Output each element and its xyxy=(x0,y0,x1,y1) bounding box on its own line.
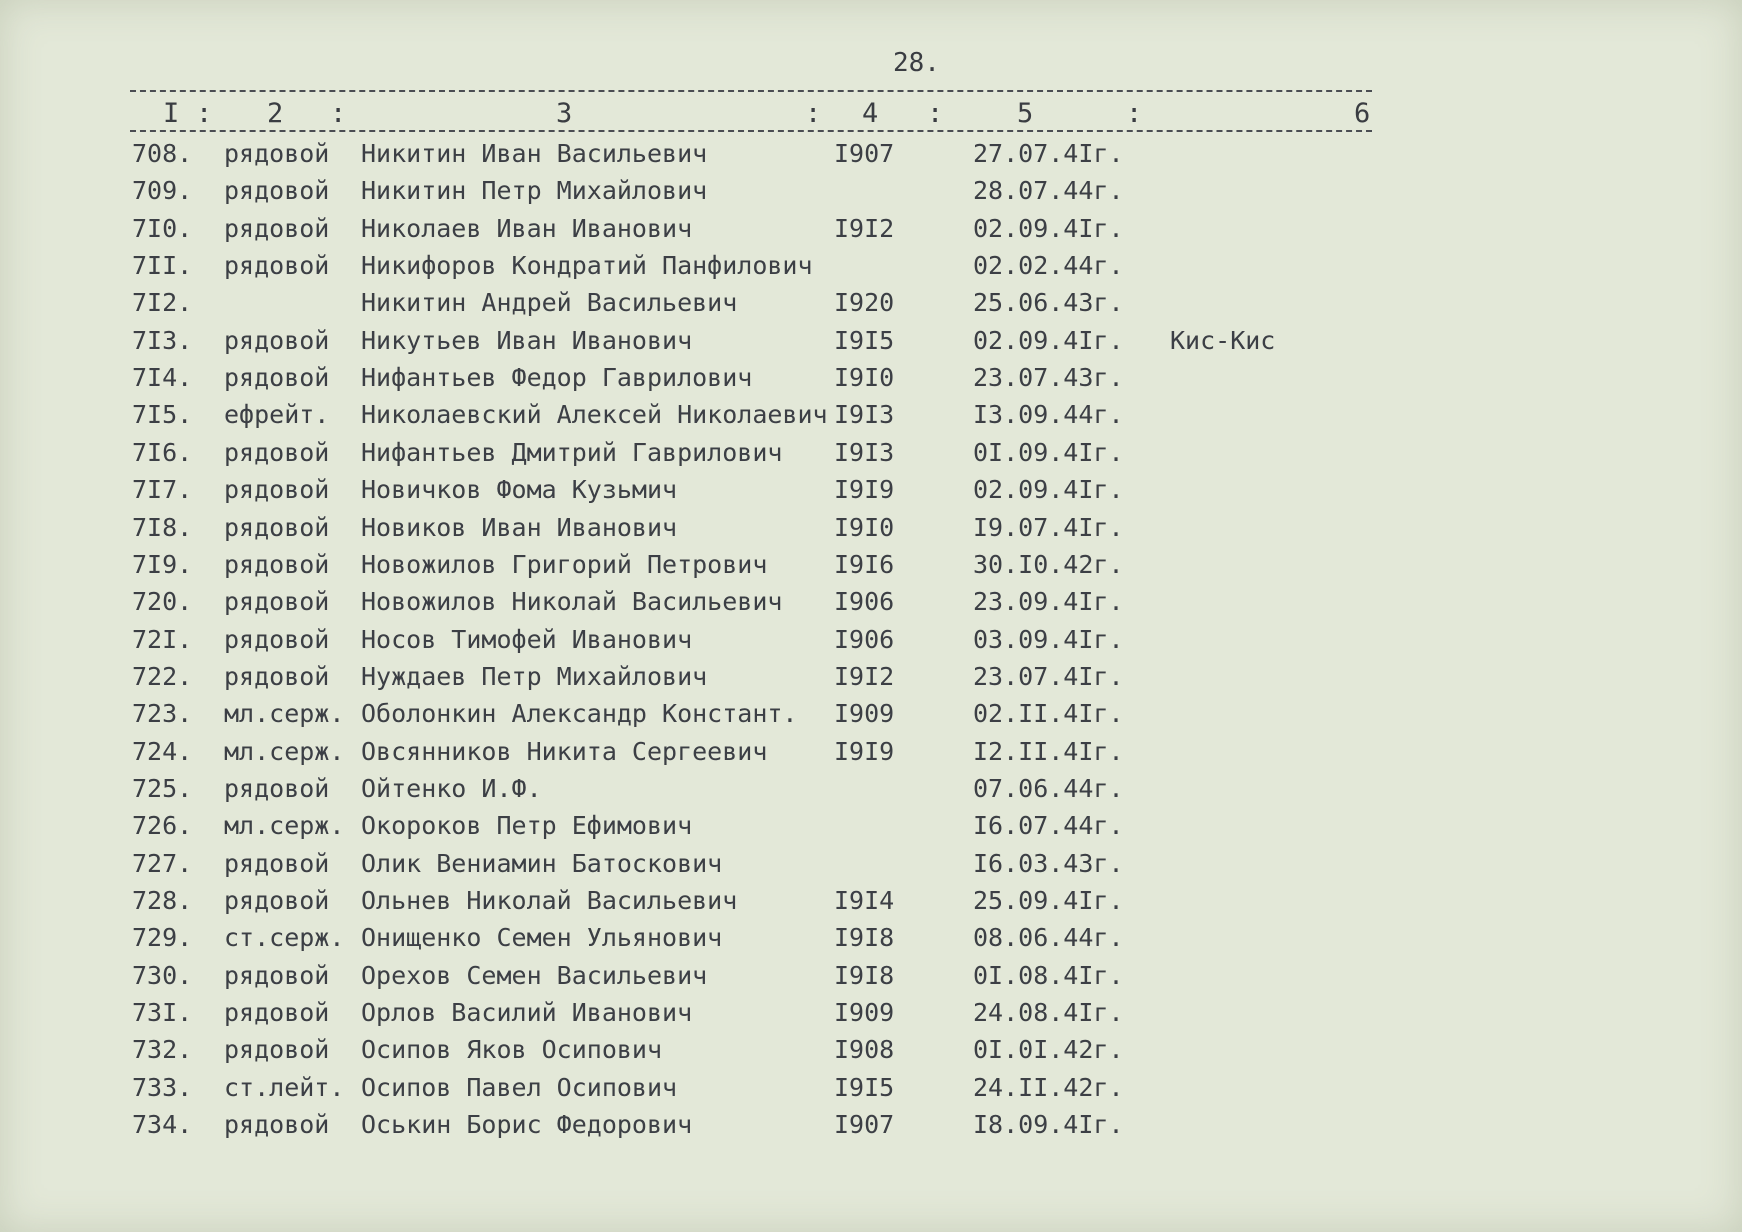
row-birth-year: I9I9 xyxy=(834,475,895,505)
row-rank: ст.лейт. xyxy=(224,1072,345,1102)
table-row xyxy=(0,546,1742,583)
table-row xyxy=(0,434,1742,471)
row-rank: ефрейт. xyxy=(224,400,330,430)
row-birth-year: I907 xyxy=(834,1110,895,1140)
row-number: 7I4. xyxy=(132,363,193,393)
row-name: Нуждаев Петр Михайлович xyxy=(361,661,708,691)
row-date: 25.06.43г. xyxy=(973,288,1124,318)
table-row xyxy=(0,509,1742,546)
row-name: Новожилов Григорий Петрович xyxy=(361,549,768,579)
row-name: Нифантьев Федор Гаврилович xyxy=(361,363,753,393)
header-col-3: 3 xyxy=(556,98,573,129)
table-row xyxy=(0,845,1742,882)
row-number: 73I. xyxy=(132,998,193,1028)
header-top-rule xyxy=(130,90,1372,92)
row-birth-year: I9I6 xyxy=(834,549,895,579)
row-birth-year: I9I5 xyxy=(834,1072,895,1102)
row-number: 7I3. xyxy=(132,325,193,355)
header-col-1: I xyxy=(163,98,180,129)
row-date: 03.09.4Iг. xyxy=(973,624,1124,654)
row-rank: рядовой xyxy=(224,139,330,168)
row-rank: рядовой xyxy=(224,661,330,691)
row-date: 08.06.44г. xyxy=(973,923,1124,953)
row-number: 727. xyxy=(132,848,193,878)
row-birth-year: I9I3 xyxy=(834,400,895,430)
row-number: 7I6. xyxy=(132,437,193,467)
row-rank: рядовой xyxy=(224,512,330,542)
row-date: I2.II.4Iг. xyxy=(973,736,1124,766)
row-name: Николаев Иван Иванович xyxy=(361,213,693,243)
row-date: 23.07.43г. xyxy=(973,363,1124,393)
header-bottom-rule xyxy=(130,130,1372,132)
row-date: 0I.08.4Iг. xyxy=(973,960,1124,990)
row-note: Кис-Кис xyxy=(1170,325,1276,355)
row-rank: рядовой xyxy=(224,549,330,579)
row-rank: ст.серж. xyxy=(224,923,345,953)
row-rank: мл.серж. xyxy=(224,699,345,729)
row-number: 709. xyxy=(132,176,193,206)
table-row xyxy=(0,135,1742,172)
row-date: I8.09.4Iг. xyxy=(973,1110,1124,1140)
row-rank: мл.серж. xyxy=(224,736,345,766)
header-separator: : xyxy=(805,98,822,129)
row-date: 23.09.4Iг. xyxy=(973,587,1124,617)
row-date: I9.07.4Iг. xyxy=(973,512,1124,542)
row-number: 729. xyxy=(132,923,193,953)
row-birth-year: I907 xyxy=(834,139,895,168)
row-number: 7I2. xyxy=(132,288,193,318)
table-row xyxy=(0,621,1742,658)
table-row xyxy=(0,733,1742,770)
row-birth-year: I9I5 xyxy=(834,325,895,355)
row-name: Оболонкин Александр Констант. xyxy=(361,699,798,729)
row-name: Оськин Борис Федорович xyxy=(361,1110,693,1140)
row-number: 7I8. xyxy=(132,512,193,542)
row-rank: рядовой xyxy=(224,1035,330,1065)
row-name: Новиков Иван Иванович xyxy=(361,512,678,542)
row-birth-year: I9I4 xyxy=(834,886,895,915)
row-name: Нифантьев Дмитрий Гаврилович xyxy=(361,437,783,467)
row-date: 0I.0I.42г. xyxy=(973,1035,1124,1065)
row-rank: рядовой xyxy=(224,475,330,505)
row-rank: рядовой xyxy=(224,325,330,355)
row-number: 7II. xyxy=(132,251,193,281)
row-rank: рядовой xyxy=(224,213,330,243)
row-birth-year: I909 xyxy=(834,998,895,1028)
row-name: Новожилов Николай Васильевич xyxy=(361,587,783,617)
row-name: Никифоров Кондратий Панфилович xyxy=(361,251,813,281)
row-date: 02.09.4Iг. xyxy=(973,213,1124,243)
row-birth-year: I9I0 xyxy=(834,512,895,542)
row-name: Никитин Андрей Васильевич xyxy=(361,288,738,318)
row-date: 02.II.4Iг. xyxy=(973,699,1124,729)
row-number: 734. xyxy=(132,1110,193,1140)
row-birth-year: I9I8 xyxy=(834,923,895,953)
table-row xyxy=(0,247,1742,284)
table-row xyxy=(0,695,1742,732)
row-name: Никитин Иван Васильевич xyxy=(361,139,708,168)
row-date: 02.02.44г. xyxy=(973,251,1124,281)
row-rank: рядовой xyxy=(224,251,330,281)
row-date: 24.II.42г. xyxy=(973,1072,1124,1102)
header-separator: : xyxy=(330,98,347,129)
row-number: 7I5. xyxy=(132,400,193,430)
table-row xyxy=(0,396,1742,433)
row-birth-year: I9I8 xyxy=(834,960,895,990)
row-rank: рядовой xyxy=(224,176,330,206)
row-number: 730. xyxy=(132,960,193,990)
row-name: Онищенко Семен Ульянович xyxy=(361,923,723,953)
row-rank: рядовой xyxy=(224,773,330,803)
row-rank: рядовой xyxy=(224,437,330,467)
header-separator: : xyxy=(1126,98,1143,129)
row-rank: рядовой xyxy=(224,960,330,990)
row-date: 28.07.44г. xyxy=(973,176,1124,206)
row-rank: рядовой xyxy=(224,624,330,654)
row-name: Носов Тимофей Иванович xyxy=(361,624,693,654)
header-separator: : xyxy=(927,98,944,129)
row-birth-year: I9I0 xyxy=(834,363,895,393)
table-row xyxy=(0,994,1742,1031)
table-row xyxy=(0,172,1742,209)
row-birth-year: I9I9 xyxy=(834,736,895,766)
row-rank: рядовой xyxy=(224,848,330,878)
row-name: Никутьев Иван Иванович xyxy=(361,325,693,355)
row-date: I6.07.44г. xyxy=(973,811,1124,841)
row-number: 723. xyxy=(132,699,193,729)
row-rank: рядовой xyxy=(224,886,330,915)
row-rank: рядовой xyxy=(224,363,330,393)
row-number: 733. xyxy=(132,1072,193,1102)
table-row xyxy=(0,583,1742,620)
row-date: 25.09.4Iг. xyxy=(973,886,1124,915)
table-row xyxy=(0,1031,1742,1068)
row-name: Новичков Фома Кузьмич xyxy=(361,475,678,505)
row-name: Никитин Петр Михайлович xyxy=(361,176,708,206)
row-name: Овсянников Никита Сергеевич xyxy=(361,736,768,766)
row-date: I3.09.44г. xyxy=(973,400,1124,430)
row-number: 720. xyxy=(132,587,193,617)
row-name: Николаевский Алексей Николаевич xyxy=(361,400,828,430)
row-name: Ольнев Николай Васильевич xyxy=(361,886,738,915)
table-row xyxy=(0,882,1742,919)
row-date: 24.08.4Iг. xyxy=(973,998,1124,1028)
row-name: Окороков Петр Ефимович xyxy=(361,811,693,841)
row-birth-year: I909 xyxy=(834,699,895,729)
row-number: 728. xyxy=(132,886,193,915)
row-name: Орлов Василий Иванович xyxy=(361,998,693,1028)
table-row xyxy=(0,322,1742,359)
row-date: 02.09.4Iг. xyxy=(973,325,1124,355)
row-number: 7I0. xyxy=(132,213,193,243)
row-number: 726. xyxy=(132,811,193,841)
row-name: Осипов Яков Осипович xyxy=(361,1035,663,1065)
row-rank: рядовой xyxy=(224,1110,330,1140)
table-row xyxy=(0,284,1742,321)
row-date: 07.06.44г. xyxy=(973,773,1124,803)
header-col-2: 2 xyxy=(267,98,284,129)
table-row xyxy=(0,919,1742,956)
row-name: Осипов Павел Осипович xyxy=(361,1072,678,1102)
row-birth-year: I920 xyxy=(834,288,895,318)
row-rank: рядовой xyxy=(224,587,330,617)
table-row xyxy=(0,770,1742,807)
row-date: 0I.09.4Iг. xyxy=(973,437,1124,467)
row-name: Олик Вениамин Батоскович xyxy=(361,848,723,878)
row-number: 732. xyxy=(132,1035,193,1065)
row-name: Орехов Семен Васильевич xyxy=(361,960,708,990)
table-row xyxy=(0,359,1742,396)
row-rank: мл.серж. xyxy=(224,811,345,841)
table-row xyxy=(0,807,1742,844)
row-number: 708. xyxy=(132,139,193,168)
table-row xyxy=(0,957,1742,994)
row-date: 27.07.4Iг. xyxy=(973,139,1124,168)
row-birth-year: I9I2 xyxy=(834,213,895,243)
row-birth-year: I9I3 xyxy=(834,437,895,467)
table-row xyxy=(0,210,1742,247)
page-number: 28. xyxy=(893,48,940,78)
row-number: 7I7. xyxy=(132,475,193,505)
row-name: Ойтенко И.Ф. xyxy=(361,773,542,803)
row-rank: рядовой xyxy=(224,998,330,1028)
header-col-6: 6 xyxy=(1354,98,1371,129)
row-number: 724. xyxy=(132,736,193,766)
row-date: I6.03.43г. xyxy=(973,848,1124,878)
row-birth-year: I908 xyxy=(834,1035,895,1065)
table-row xyxy=(0,658,1742,695)
row-number: 7I9. xyxy=(132,549,193,579)
header-col-4: 4 xyxy=(862,98,879,129)
row-date: 02.09.4Iг. xyxy=(973,475,1124,505)
table-row xyxy=(0,1069,1742,1106)
row-birth-year: I906 xyxy=(834,624,895,654)
row-birth-year: I9I2 xyxy=(834,661,895,691)
table-row xyxy=(0,1106,1742,1143)
row-date: 30.I0.42г. xyxy=(973,549,1124,579)
header-separator: : xyxy=(196,98,213,129)
row-number: 722. xyxy=(132,661,193,691)
header-col-5: 5 xyxy=(1017,98,1034,129)
row-date: 23.07.4Iг. xyxy=(973,661,1124,691)
row-number: 725. xyxy=(132,773,193,803)
table-row xyxy=(0,471,1742,508)
row-birth-year: I906 xyxy=(834,587,895,617)
row-number: 72I. xyxy=(132,624,193,654)
